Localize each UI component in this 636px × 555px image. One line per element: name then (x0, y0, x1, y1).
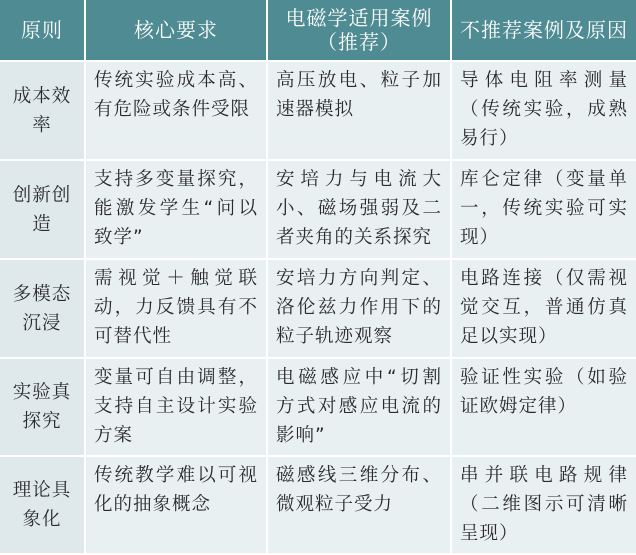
not-recommended-cell: 串并联电路规律（二维图示可清晰呈现） (452, 457, 636, 555)
table-header-row (0, 0, 636, 62)
not-recommended-cell: 验证性实验（如验证欧姆定律） (452, 359, 636, 457)
not-recommended-cell: 电路连接（仅需视觉交互，普通仿真足以实现） (452, 260, 636, 359)
not-recommended-cell: 库仑定律（变量单一，传统实验可实现） (452, 161, 636, 260)
requirement-cell: 变量可自由调整，支持自主设计实验方案 (86, 359, 268, 457)
requirement-cell: 需视觉＋触觉联动，力反馈具有不可替代性 (86, 260, 268, 359)
principle-cell: 实验真探究 (0, 359, 86, 457)
requirement-cell: 支持多变量探究，能激发学生“问以致学” (86, 161, 268, 260)
table-row (0, 359, 636, 457)
recommended-cell: 电磁感应中“切割方式对感应电流的影响” (268, 359, 452, 457)
recommended-cell: 高压放电、粒子加速器模拟 (268, 62, 452, 161)
header-not-recommended-cases: 不推荐案例及原因 (452, 0, 636, 62)
recommended-cell: 磁感线三维分布、微观粒子受力 (268, 457, 452, 555)
header-principle: 原则 (0, 0, 86, 62)
table-row (0, 62, 636, 161)
principle-cell: 多模态沉浸 (0, 260, 86, 359)
table-row (0, 260, 636, 359)
header-recommended-cases: 电磁学适用案例（推荐） (268, 0, 452, 62)
header-core-requirement: 核心要求 (86, 0, 268, 62)
recommended-cell: 安培力方向判定、洛伦兹力作用下的粒子轨迹观察 (268, 260, 452, 359)
requirement-cell: 传统实验成本高、有危险或条件受限 (86, 62, 268, 161)
principle-cell: 创新创造 (0, 161, 86, 260)
requirement-cell: 传统教学难以可视化的抽象概念 (86, 457, 268, 555)
table-row (0, 457, 636, 555)
not-recommended-cell: 导体电阻率测量（传统实验，成熟易行） (452, 62, 636, 161)
recommended-cell: 安培力与电流大小、磁场强弱及二者夹角的关系探究 (268, 161, 452, 260)
principle-cell: 成本效率 (0, 62, 86, 161)
table-row (0, 161, 636, 260)
principle-cell: 理论具象化 (0, 457, 86, 555)
